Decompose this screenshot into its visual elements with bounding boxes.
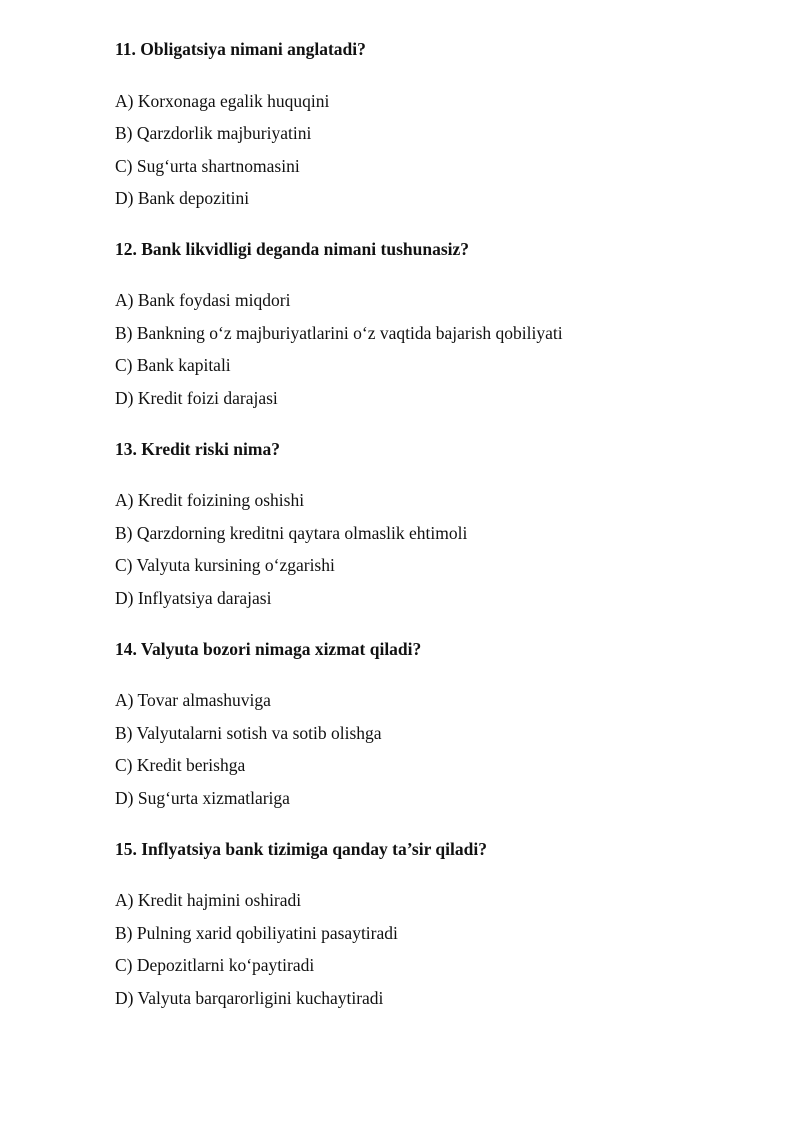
answer-option-b: B) Bankning o‘z majburiyatlarini o‘z vaqtida bajarish qobiliyati	[115, 323, 563, 343]
question-block-11	[115, 38, 735, 208]
answer-option-c: C) Sug‘urta shartnomasini	[115, 156, 300, 176]
answer-option-d: D) Inflyatsiya darajasi	[115, 588, 272, 608]
question-block-14	[115, 638, 735, 808]
answer-option-c: C) Kredit berishga	[115, 755, 246, 775]
question-title: 13. Kredit riski nima?	[115, 439, 280, 459]
answer-option-d: D) Sug‘urta xizmatlariga	[115, 788, 290, 808]
answer-option-d: D) Bank depozitini	[115, 188, 250, 208]
answer-option-c: C) Depozitlarni ko‘paytiradi	[115, 955, 315, 975]
question-title: 12. Bank likvidligi deganda nimani tushunasiz?	[115, 239, 470, 259]
question-title: 14. Valyuta bozori nimaga xizmat qiladi?	[115, 639, 422, 659]
answer-option-d: D) Valyuta barqarorligini kuchaytiradi	[115, 988, 384, 1008]
answer-option-b: B) Qarzdorlik majburiyatini	[115, 123, 312, 143]
question-block-15	[115, 838, 735, 1008]
answer-option-a: A) Tovar almashuviga	[115, 690, 271, 710]
answer-option-a: A) Korxonaga egalik huquqini	[115, 91, 330, 111]
question-block-13	[115, 438, 735, 608]
answer-option-b: B) Pulning xarid qobiliyatini pasaytiradi	[115, 923, 398, 943]
answer-option-a: A) Kredit foizining oshishi	[115, 490, 305, 510]
answer-option-a: A) Bank foydasi miqdori	[115, 290, 291, 310]
question-title: 15. Inflyatsiya bank tizimiga qanday ta’sir qiladi?	[115, 839, 487, 859]
answer-option-c: C) Valyuta kursining o‘zgarishi	[115, 555, 335, 575]
answer-option-d: D) Kredit foizi darajasi	[115, 388, 278, 408]
answer-option-b: B) Qarzdorning kreditni qaytara olmaslik ehtimoli	[115, 523, 468, 543]
answer-option-b: B) Valyutalarni sotish va sotib olishga	[115, 723, 382, 743]
answer-option-c: C) Bank kapitali	[115, 355, 231, 375]
answer-option-a: A) Kredit hajmini oshiradi	[115, 890, 302, 910]
question-title: 11. Obligatsiya nimani anglatadi?	[115, 39, 366, 59]
question-block-12	[115, 238, 735, 408]
